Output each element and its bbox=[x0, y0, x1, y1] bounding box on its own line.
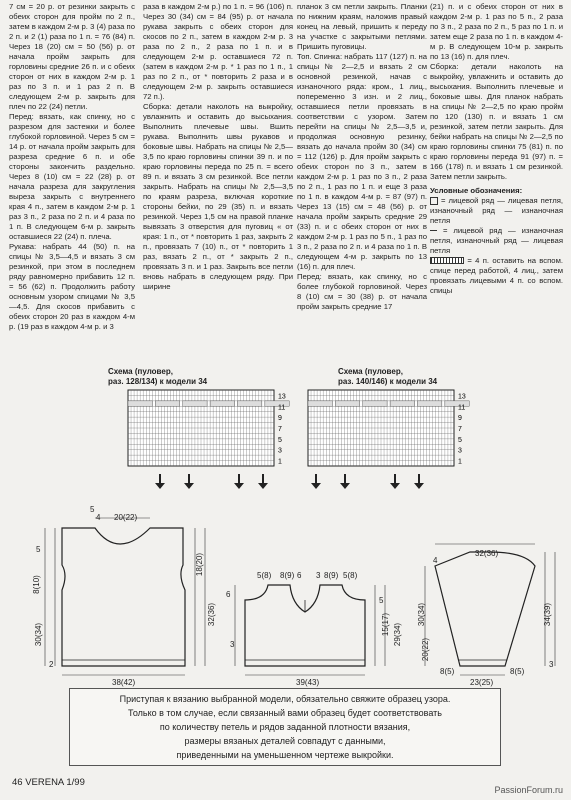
pattern-top bbox=[245, 585, 365, 666]
dim-label: 38(42) bbox=[112, 678, 136, 687]
legend-title: Условные обозначения: bbox=[430, 186, 523, 195]
arrow-down-icon bbox=[340, 474, 350, 489]
row-label: 7 bbox=[278, 426, 282, 433]
row-label: 7 bbox=[458, 426, 462, 433]
row-label: 13 bbox=[458, 393, 466, 401]
arrow-down-icon bbox=[390, 474, 400, 489]
dim-label: 3 bbox=[230, 640, 235, 649]
scheme-title-1: Схема (пуловер, раз. 128/134) к модели 34 bbox=[108, 367, 208, 386]
knitting-chart-1 bbox=[128, 390, 289, 466]
row-label: 11 bbox=[278, 404, 286, 412]
dim-label: 8(9) bbox=[280, 571, 295, 580]
cable-mark bbox=[335, 401, 359, 406]
page-footer: 46 VERENA 1/99 bbox=[12, 777, 85, 788]
cable-mark bbox=[210, 401, 234, 406]
cable-mark bbox=[128, 401, 152, 406]
note-line: Приступая к вязанию выбранной модели, обязательно свяжите образец узора. bbox=[119, 694, 451, 704]
dimension-lines bbox=[45, 518, 555, 675]
row-label: 1 bbox=[458, 458, 462, 466]
arrow-down-icon bbox=[234, 474, 244, 489]
gauge-note-box bbox=[69, 688, 501, 766]
note-line: размеры вязаных деталей совпадут с данными, bbox=[184, 736, 386, 746]
row-label: 13 bbox=[278, 393, 286, 401]
dim-label: 8(5) bbox=[510, 667, 525, 676]
knitting-chart-2 bbox=[308, 390, 469, 466]
row-label: 9 bbox=[278, 415, 282, 423]
cable-mark bbox=[363, 401, 387, 406]
cable-mark bbox=[155, 401, 179, 406]
paragraph: Сборка: детали наколоть на выкройку, увлажнить и оставить до высыхания. Выполнить плечевые и боковые швы. Для планок набрать на спицы № 2—2,5 по краю пройм по 120 (130) п. и вязать 1 см резинкой, затем петли закрыть. Для бейки набрать на спицы № 2—2,5 по краю горловины спинки 75 (81) п. по краю горловины переда 91 (97) п. = 166 (178) п. и вязать 1 см резинкой. Затем петли закрыть. bbox=[430, 62, 563, 181]
dim-label: 32(36) bbox=[475, 549, 499, 558]
arrow-down-icon bbox=[311, 474, 321, 489]
dim-label: 18(20) bbox=[195, 552, 205, 577]
dim-label: 5 bbox=[90, 505, 95, 514]
paragraph: Рукава: набрать 44 (50) п. на спицы № 3,5—4,5 и вязать 3 см резинкой, при этом в последнем ряду равномерно прибавить 12 п. = 56 (62) п. Продолжить работу основным узором спицами № 3,5—4,5. Для скосов прибавить с обеих сторон 20 раз в каждом 4-м р. (19 раз в каждом 4-м р. и 3 bbox=[9, 242, 135, 331]
row-label: 5 bbox=[458, 436, 462, 444]
row-label: 3 bbox=[458, 447, 462, 455]
cable-mark bbox=[238, 401, 262, 406]
dim-label: 6 bbox=[297, 571, 302, 580]
cable-mark bbox=[418, 401, 442, 406]
dim-label: 20(22) bbox=[114, 513, 138, 522]
note-line: Только в том случае, если связанный вами образец будет соответствовать bbox=[128, 708, 442, 718]
note-line: приведенными на уменьшенном чертеже выкройки. bbox=[176, 750, 394, 760]
pattern-sleeve bbox=[435, 552, 535, 666]
scheme-title-2: Схема (пуловер, раз. 140/146) к модели 34 bbox=[338, 367, 438, 386]
row-label: 9 bbox=[458, 415, 462, 423]
cable-mark bbox=[183, 401, 207, 406]
paragraph: Перед: вязать, как спинку, но с разрезом для застежки и более глубокой горловиной. Через 5 см = 14 р. от начала пройм закрыть для разреза средние 6 п. и обе стороны закончить раздельно. Через 8 (10) см = 22 (28) р. от начала разреза для закругления выреза закрыть с внутреннего края 4 п., затем в каждом 2-м р. 1 раз 3 п., 2 раза по 2 п. и 4 раза по 1 п. В следующем 6-м р. закрыть оставшиеся 22 (24) п. плеча. bbox=[9, 112, 135, 241]
dim-label: 5(8) bbox=[343, 571, 358, 580]
dim-label: 3 bbox=[316, 571, 321, 580]
note-line: по количеству петель и рядов заданной плотности вязания, bbox=[159, 722, 411, 732]
legend-item: = 4 п. оставить на вспом. спице перед работой, 4 лиц., затем провязать лицевыми 4 п. со вспом. спицы bbox=[430, 256, 564, 295]
dim-label: 8(10) bbox=[31, 575, 41, 594]
dim-label: 3 bbox=[549, 660, 554, 669]
paragraph: Топ. Спинка: набрать 117 (127) п. на спицы № 2—2,5 и вязать 2 см основной резинкой, начав с изнаночного ряда: кром., 1 лиц., попеременно 3 изн. и 2 лиц., оставшиеся петли провязать в соответствии с узором. Затем перейти на спицы № 2,5—3,5 и, продолжая основную резинку, вязать до начала пройм 30 (34) см = 112 (126) р. Для пройм закрыть с обеих сторон по 3 п., затем в каждом 2-м р. 1 раз по 3 п., 2 раза по 2 п., 1 раз по 1 п. и еще 3 раза по 1 п. в каждом 4-м р. = 87 (97) п. Через 13 (15) см = 48 (56) р. от начала пройм закрыть средние 29 (33) п. и с обеих сторон от них в каждом 2-м р. 1 раз по 5 п., 1 раз по 3 п., 2 раза по 2 п. и 4 раза по 1 п. В следующем 4-м р. закрыть по 13 (16) п. для плеч. bbox=[297, 52, 427, 271]
dim-label: 20(22) bbox=[421, 637, 431, 662]
dim-label: 32(36) bbox=[207, 602, 217, 627]
cable-mark bbox=[390, 401, 414, 406]
dim-label: 5(8) bbox=[257, 571, 272, 580]
arrow-down-icon bbox=[155, 474, 165, 489]
dim-label: 29(34) bbox=[393, 622, 403, 647]
dim-label: 8(5) bbox=[440, 667, 455, 676]
paragraph: (21) п. и с обеих сторон от них в каждом 2-м р. 1 раз по 5 п., 2 раза по 3 п., 2 раза по 2 п., 5 раз по 1 п. и затем еще 2 раза по 1 п. в каждом 4-м р. В следующем 10-м р. закрыть по 13 (16) п. для плеч. bbox=[430, 2, 563, 61]
dim-label: 39(43) bbox=[296, 678, 320, 687]
cable-mark bbox=[308, 401, 332, 406]
dim-label: 23(25) bbox=[470, 678, 494, 687]
dim-label: 2 bbox=[49, 660, 54, 669]
dim-label: 4 bbox=[96, 513, 101, 522]
arrow-down-icon bbox=[414, 474, 424, 489]
pattern-body bbox=[62, 528, 185, 666]
dim-label: 30(34) bbox=[417, 602, 427, 627]
dim-label: 34(39) bbox=[543, 602, 553, 627]
legend-item: = лицевой ряд — изнаночная петля, изнаночный ряд — лицевая петля bbox=[430, 226, 563, 255]
dim-label: 4 bbox=[433, 556, 438, 565]
row-label: 11 bbox=[458, 404, 466, 412]
paragraph: Перед: вязать, как спинку, но с более глубокой горловиной. Через 8 (10) см = 30 (38) р. от начала пройм закрыть средние 17 bbox=[297, 272, 427, 311]
dim-label: 5 bbox=[379, 596, 384, 605]
watermark: PassionForum.ru bbox=[494, 785, 563, 795]
paragraph: 7 см = 20 р. от резинки закрыть с обеих сторон для пройм по 2 п., затем в каждом 2-м р. 3 (4) раза по 2 п. и 2 (1) раза по 1 п. = 76 (84) п. Через 18 (20) см = 50 (56) р. от начала пройм закрыть для горловины средние 26 п. и с обеих сторон от них в каждом 2-м р. 1 раз по 3 п. и 1 раз 2 п. В следующем 2-м р. закрыть для плеч по 22 (24) петли. bbox=[9, 2, 135, 111]
row-label: 3 bbox=[278, 447, 282, 455]
dim-label: 30(34) bbox=[34, 622, 44, 647]
dim-label: 15(17) bbox=[381, 612, 391, 637]
arrow-down-icon bbox=[184, 474, 194, 489]
arrow-down-icon bbox=[258, 474, 268, 489]
row-label: 1 bbox=[278, 458, 282, 466]
legend-item: = лицевой ряд — лицевая петля, изнаночный ряд — изнаночная петля bbox=[430, 196, 564, 225]
dim-label: 5 bbox=[36, 545, 41, 554]
arrows bbox=[155, 474, 424, 489]
paragraph: планок 3 см петли закрыть. Планки по нижним краям, наложив правый конец на левый, пришить к переду на участке с закрытыми петлями. Пришить пуговицы. bbox=[297, 2, 427, 51]
row-label: 5 bbox=[278, 436, 282, 444]
dim-label: 8(9) bbox=[324, 571, 339, 580]
paragraph: раза в каждом 2-м р.) по 1 п. = 96 (106) п. Через 30 (34) см = 84 (95) р. от начала рукава закрыть с обеих сторон для скосов по 2 п., затем в каждом 2-м р. 3 раза по 2 п., 2 раза по 1 п. и в следующем 2-м р. оставшиеся 72 п. (затем в каждом 2-м р. * 1 раз по 1 п., 1 раз по 2 п., от * повторить 2 раза и в следующем 2-м р. закрыть оставшиеся 72 п.). bbox=[143, 2, 293, 101]
dim-label: 6 bbox=[226, 590, 231, 599]
paragraph: Сборка: детали наколоть на выкройку, увлажнить и оставить до высыхания. Выполнить плечевые швы. Вшить рукава. Выполнить швы рукавов и боковые швы. Набрать на спицы № 2,5—3,5 по краю горловины спинки 39 п. и по краю горловины переда по 25 п. = всего 89 п. и вязать 3 см резинкой. Все петли закрыть. Набрать на спицы № 2,5—3,5 по краям разреза, включая короткие стороны бейки, по 29 (35) п. и вязать резинкой. Через 1,5 см на правой планке вывязать 3 отверстия для пуговиц « от края: 1 п., от * повторить 1 раз, закрыть 2 п., провязать 7 (10) п., от * повторить 1 раз, вязать 2 п., от * закрыть 2 п., провязать 3 п. и 1 раз. Закрыть все петли вновь набрать в следующем ряду. При ширине bbox=[143, 102, 293, 291]
